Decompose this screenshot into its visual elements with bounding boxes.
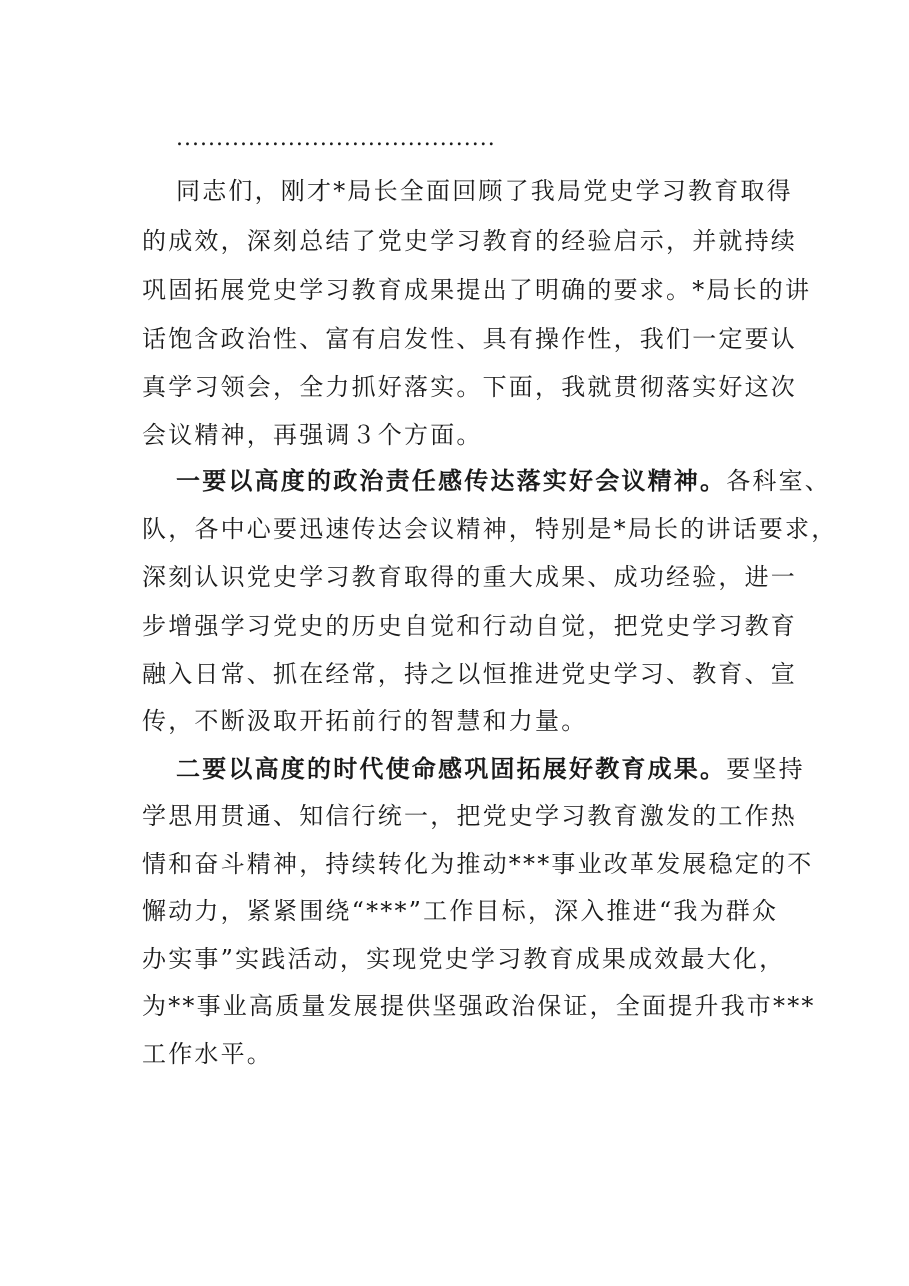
paragraph2-line: 融入日常、抓在经常，持之以恒推进党史学习、教育、宣 [142, 660, 797, 688]
paragraph2-line: 队，各中心要迅速传达会议精神，特别是*局长的讲话要求， [142, 515, 838, 543]
paragraph3-first-line [176, 754, 805, 784]
paragraph1-line: 同志们，刚才*局长全面回顾了我局党史学习教育取得 [176, 177, 793, 205]
paragraph3-line: 学思用贯通、知信行统一，把党史学习教育激发的工作热 [142, 802, 797, 830]
paragraph3-heading: 二要以高度的时代使命感巩固拓展好教育成果。 [176, 754, 727, 783]
paragraph1-line: 的成效，深刻总结了党史学习教育的经验启示，并就持续 [142, 227, 797, 255]
paragraph2-line: 传，不断汲取开拓前行的智慧和力量。 [142, 707, 588, 735]
paragraph3-line: 懈动力，紧紧围绕“***”工作目标，深入推进“我为群众 [142, 897, 779, 925]
paragraph2-heading-rest: 各科室、 [726, 467, 832, 495]
paragraph2-line: 步增强学习党史的历史自觉和行动自觉，把党史学习教育 [142, 612, 797, 640]
paragraph3-line: 办实事”实践活动，实现党史学习教育成果成效最大化， [142, 945, 786, 973]
paragraph1-line: 话饱含政治性、富有启发性、具有操作性，我们一定要认 [142, 325, 797, 353]
paragraph3-line: 情和奋斗精神，持续转化为推动***事业改革发展稳定的不 [142, 850, 814, 878]
paragraph1-line: 会议精神，再强调３个方面。 [142, 421, 483, 449]
paragraph2-first-line [176, 466, 831, 496]
paragraph3-line: 为**事业高质量发展提供坚强政治保证，全面提升我市*** [142, 992, 816, 1020]
paragraph1-line: 真学习领会，全力抓好落实。下面，我就贯彻落实好这次 [142, 373, 797, 401]
paragraph2-line: 深刻认识党史学习教育取得的重大成果、成功经验，进一 [142, 563, 797, 591]
paragraph3-line: 工作水平。 [142, 1040, 273, 1068]
ellipsis-divider: ........................................ [176, 126, 496, 151]
paragraph1-line: 巩固拓展党史学习教育成果提出了明确的要求。*局长的讲 [142, 276, 812, 304]
paragraph2-heading: 一要以高度的政治责任感传达落实好会议精神。 [176, 466, 727, 495]
paragraph3-heading-rest: 要坚持 [726, 755, 805, 783]
